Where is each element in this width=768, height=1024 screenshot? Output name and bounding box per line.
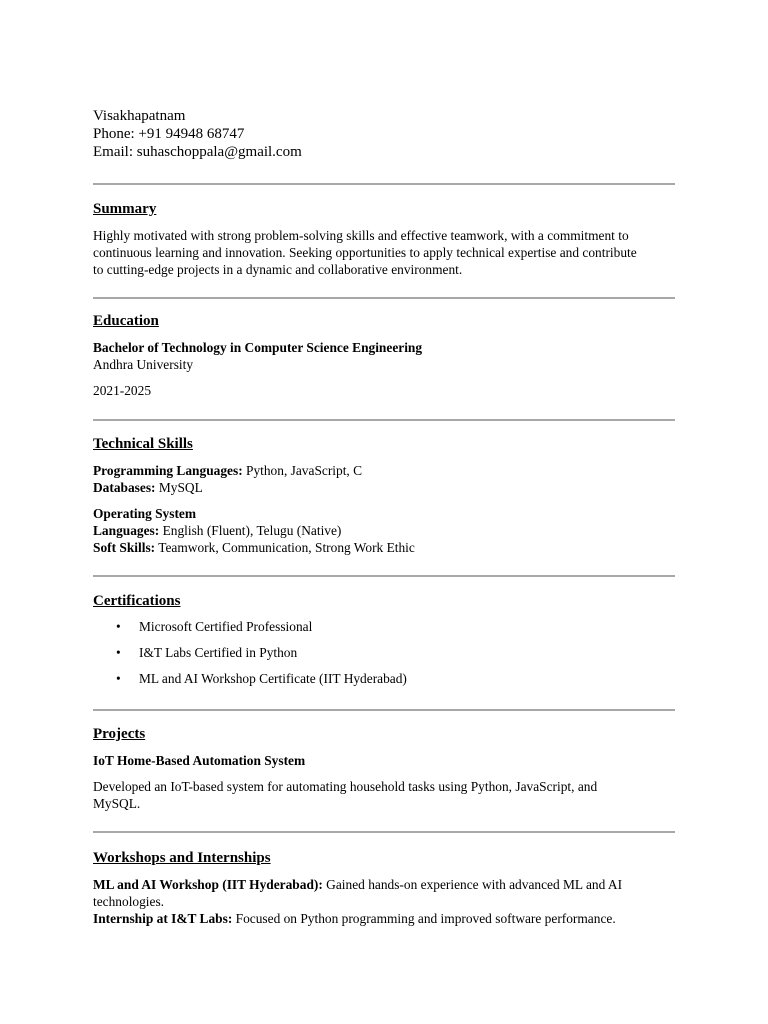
skills-languages xyxy=(93,522,675,539)
project-line: MySQL. xyxy=(93,796,141,811)
bullet-icon: • xyxy=(116,619,121,634)
summary-line: Highly motivated with strong problem-solving skills and effective teamwork, with a commitment to xyxy=(93,228,629,243)
summary-line: to cutting-edge projects in a dynamic and collaborative environment. xyxy=(93,262,463,277)
skills-heading: Technical Skills xyxy=(93,436,193,452)
skills-block-2 xyxy=(93,505,675,556)
project-title-block xyxy=(93,752,675,769)
bullet-icon: • xyxy=(116,671,121,686)
education-years xyxy=(93,382,675,399)
workshop-ml-cont: technologies. xyxy=(93,894,165,909)
contact-email: Email: suhaschoppala@gmail.com xyxy=(93,144,302,160)
summary-heading: Summary xyxy=(93,201,157,217)
skills-languages-value: English (Fluent), Telugu (Native) xyxy=(159,523,342,538)
contact-phone: Phone: +91 94948 68747 xyxy=(93,126,245,142)
section-divider xyxy=(93,183,675,185)
certifications-list xyxy=(93,618,675,696)
project-line: Developed an IoT-based system for automating household tasks using Python, JavaScript, and xyxy=(93,779,598,794)
skills-soft-label: Soft Skills: xyxy=(93,540,156,555)
education-degree: Bachelor of Technology in Computer Science Engineering xyxy=(93,340,423,355)
section-divider xyxy=(93,831,675,833)
summary-text xyxy=(93,227,675,278)
bullet-icon: • xyxy=(116,645,121,660)
skills-databases-value: MySQL xyxy=(155,480,203,495)
project-title: IoT Home-Based Automation System xyxy=(93,753,306,768)
internship-value: Focused on Python programming and improved software performance. xyxy=(232,911,616,926)
workshops-details xyxy=(93,876,675,927)
skills-block-1 xyxy=(93,462,675,496)
contact-block xyxy=(93,107,302,161)
certifications-heading: Certifications xyxy=(93,593,181,609)
education-years-text: 2021-2025 xyxy=(93,383,152,398)
section-divider xyxy=(93,419,675,421)
internship xyxy=(93,910,675,927)
list-item xyxy=(93,618,675,644)
workshop-ml xyxy=(93,876,675,893)
education-university: Andhra University xyxy=(93,357,194,372)
skills-soft-value: Teamwork, Communication, Strong Work Ethic xyxy=(155,540,415,555)
contact-city: Visakhapatnam xyxy=(93,108,186,124)
list-item xyxy=(93,644,675,670)
section-divider xyxy=(93,575,675,577)
education-details xyxy=(93,339,675,373)
section-divider xyxy=(93,297,675,299)
list-item xyxy=(93,670,675,696)
section-divider xyxy=(93,709,675,711)
workshop-ml-value: Gained hands-on experience with advanced ML and AI xyxy=(322,877,623,892)
projects-heading: Projects xyxy=(93,726,146,742)
certification-text: Microsoft Certified Professional xyxy=(139,619,313,634)
project-description xyxy=(93,778,675,812)
skills-programming-label: Programming Languages: xyxy=(93,463,243,478)
skills-programming-value: Python, JavaScript, C xyxy=(242,463,363,478)
education-heading: Education xyxy=(93,313,159,329)
skills-os-label: Operating System xyxy=(93,506,197,521)
skills-databases-label: Databases: xyxy=(93,480,156,495)
workshops-heading: Workshops and Internships xyxy=(93,850,271,866)
workshop-ml-label: ML and AI Workshop (IIT Hyderabad): xyxy=(93,877,323,892)
skills-soft xyxy=(93,539,675,556)
skills-databases xyxy=(93,479,675,496)
skills-languages-label: Languages: xyxy=(93,523,160,538)
summary-line: continuous learning and innovation. Seeking opportunities to apply technical expertise and contribute xyxy=(93,245,637,260)
skills-programming xyxy=(93,462,675,479)
certification-text: ML and AI Workshop Certificate (IIT Hyderabad) xyxy=(139,671,407,686)
internship-label: Internship at I&T Labs: xyxy=(93,911,233,926)
certification-text: I&T Labs Certified in Python xyxy=(139,645,298,660)
